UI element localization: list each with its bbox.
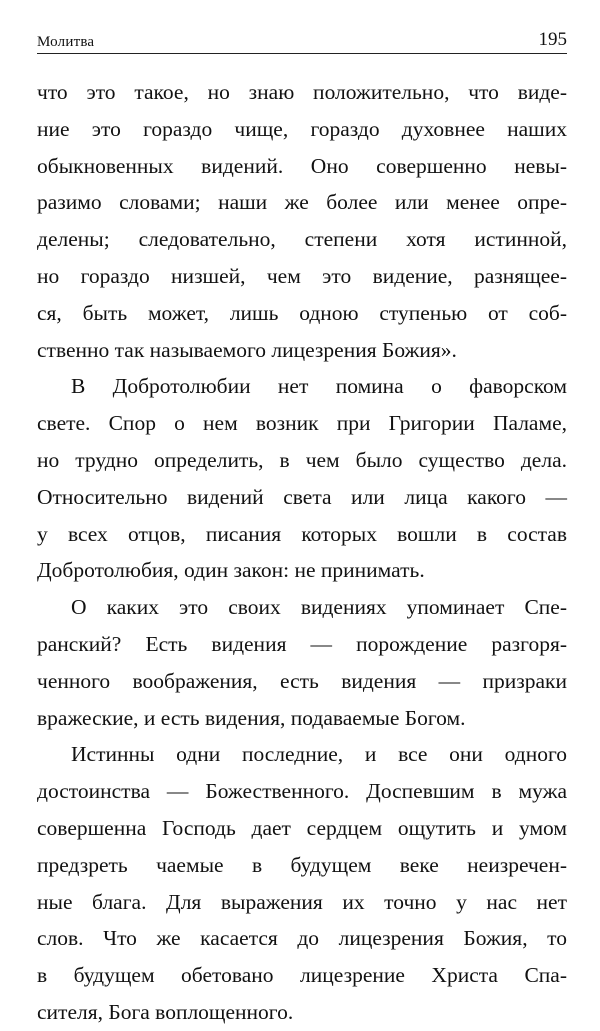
header-rule: [37, 53, 567, 54]
text-line: ранский? Есть видения — порождение разгоря-: [37, 631, 567, 656]
text-line: достоинства — Божественного. Доспевшим в мужа: [37, 779, 567, 804]
text-line: но гораздо низшей, чем это видение, разнящее-: [37, 263, 567, 288]
body-text: [37, 74, 567, 1031]
text-line: сителя, Бога воплощенного.: [37, 999, 294, 1024]
text-line: Истинны одни последние, и все они одного: [71, 742, 567, 767]
paragraph-4: [37, 736, 567, 1030]
text-line: что это такое, но знаю положительно, что виде-: [37, 80, 567, 104]
text-line: разимо словами; наши же более или менее опре-: [37, 190, 567, 215]
text-line: Добротолюбия, один закон: не принимать.: [37, 558, 425, 583]
text-line: предзреть чаемые в будущем веке неизречен-: [37, 852, 567, 877]
paragraph-1: [37, 74, 567, 368]
text-line: ся, быть может, лишь одною ступенью от соб-: [37, 300, 567, 325]
paragraph-2: [37, 368, 567, 589]
text-line: вражеские, и есть видения, подаваемые Богом.: [37, 705, 466, 730]
text-line: ченного воображения, есть видения — призраки: [37, 668, 567, 693]
page-number: 195: [538, 29, 567, 50]
text-line: совершенна Господь дает сердцем ощутить и умом: [37, 815, 567, 840]
text-line: Относительно видений света или лица какого —: [37, 484, 567, 509]
text-line: свете. Спор о нем возник при Григории Паламе,: [37, 411, 567, 436]
text-line: обыкновенных видений. Оно совершенно невы-: [37, 153, 567, 178]
paragraph-3: [37, 589, 567, 736]
text-line: ние это гораздо чище, гораздо духовнее наших: [37, 116, 567, 141]
running-title: Молитва: [37, 34, 95, 50]
text-line: в будущем обетовано лицезрение Христа Спа-: [37, 963, 567, 988]
running-header: [37, 27, 567, 51]
text-line: делены; следовательно, степени хотя истинной,: [37, 227, 567, 252]
text-line: но трудно определить, в чем было существо дела.: [37, 447, 567, 472]
text-line: О каких это своих видениях упоминает Спе-: [71, 595, 567, 620]
text-line: ные блага. Для выражения их точно у нас нет: [37, 889, 567, 914]
text-line: слов. Что же касается до лицезрения Божия, то: [37, 926, 567, 951]
text-line: у всех отцов, писания которых вошли в состав: [37, 521, 567, 546]
text-line: В Добротолюбии нет помина о фаворском: [71, 374, 567, 399]
text-line: ственно так называемого лицезрения Божия».: [37, 337, 457, 362]
